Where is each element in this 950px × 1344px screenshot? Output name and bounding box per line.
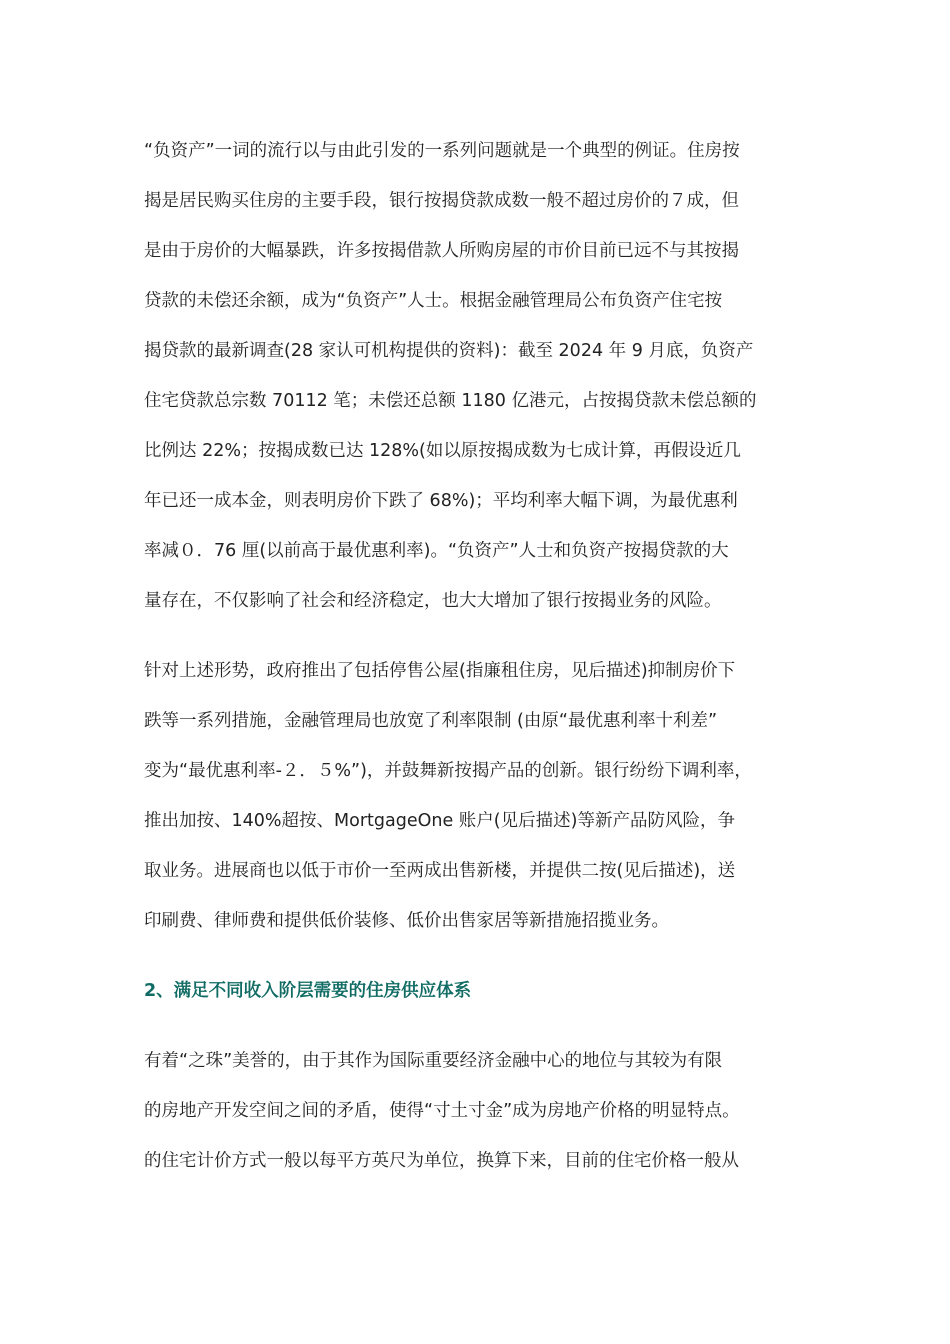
- text-line: 跌等一系列措施，金融管理局也放宽了利率限制 (由原“最优惠利率十利差”: [144, 711, 718, 731]
- document-body: [144, 126, 816, 1186]
- paragraph-policy-response: [144, 646, 816, 946]
- text-line: 量存在，不仅影响了社会和经济稳定，也大大增加了银行按揭业务的风险。: [144, 591, 722, 611]
- text-line: 贷款的未偿还余额，成为“负资产”人士。根据金融管理局公布负资产住宅按: [144, 291, 723, 311]
- text-line: 印刷费、律师费和提供低价装修、低价出售家居等新措施招揽业务。: [144, 911, 669, 931]
- text-line: 推出加按、140%超按、MortgageOne 账户(见后描述)等新产品防风险，争: [144, 811, 735, 831]
- paragraph-spacer: [144, 946, 816, 966]
- text-line: 年已还一成本金，则表明房价下跌了 68%)；平均利率大幅下调，为最优惠利: [144, 491, 738, 511]
- paragraph-spacer: [144, 1016, 816, 1036]
- text-line: 针对上述形势，政府推出了包括停售公屋(指廉租住房，见后描述)抑制房价下: [144, 661, 736, 681]
- text-line: 比例达 22%；按揭成数已达 128%(如以原按揭成数为七成计算，再假设近几: [144, 441, 741, 461]
- paragraph-spacer: [144, 626, 816, 646]
- text-line: 揭是居民购买住房的主要手段，银行按揭贷款成数一般不超过房价的７成，但: [144, 191, 739, 211]
- text-line: 住宅贷款总宗数 70112 笔；未偿还总额 1180 亿港元，占按揭贷款未偿总额的: [144, 391, 757, 411]
- text-line: 的房地产开发空间之间的矛盾，使得“寸土寸金”成为房地产价格的明显特点。: [144, 1101, 740, 1121]
- text-line: 有着“之珠”美誉的，由于其作为国际重要经济金融中心的地位与其较为有限: [144, 1051, 723, 1071]
- text-line: 揭贷款的最新调查(28 家认可机构提供的资料)：截至 2024 年 9 月底，负资产: [144, 341, 754, 361]
- paragraph-negative-equity: [144, 126, 816, 626]
- text-line: 变为“最优惠利率-２．５%”)，并鼓舞新按揭产品的创新。银行纷纷下调利率，: [144, 761, 752, 781]
- paragraph-housing-price: [144, 1036, 816, 1186]
- text-line: 率减０．76 厘(以前高于最优惠利率)。“负资产”人士和负资产按揭贷款的大: [144, 541, 729, 561]
- text-line: 的住宅计价方式一般以每平方英尺为单位，换算下来，目前的住宅价格一般从: [144, 1151, 739, 1171]
- text-line: “负资产”一词的流行以与由此引发的一系列问题就是一个典型的例证。住房按: [144, 141, 740, 161]
- section-heading: 2、满足不同收入阶层需要的住房供应体系: [144, 981, 472, 1001]
- text-line: 取业务。进展商也以低于市价一至两成出售新楼，并提供二按(见后描述)，送: [144, 861, 736, 881]
- text-line: 是由于房价的大幅暴跌，许多按揭借款人所购房屋的市价目前已远不与其按揭: [144, 241, 739, 261]
